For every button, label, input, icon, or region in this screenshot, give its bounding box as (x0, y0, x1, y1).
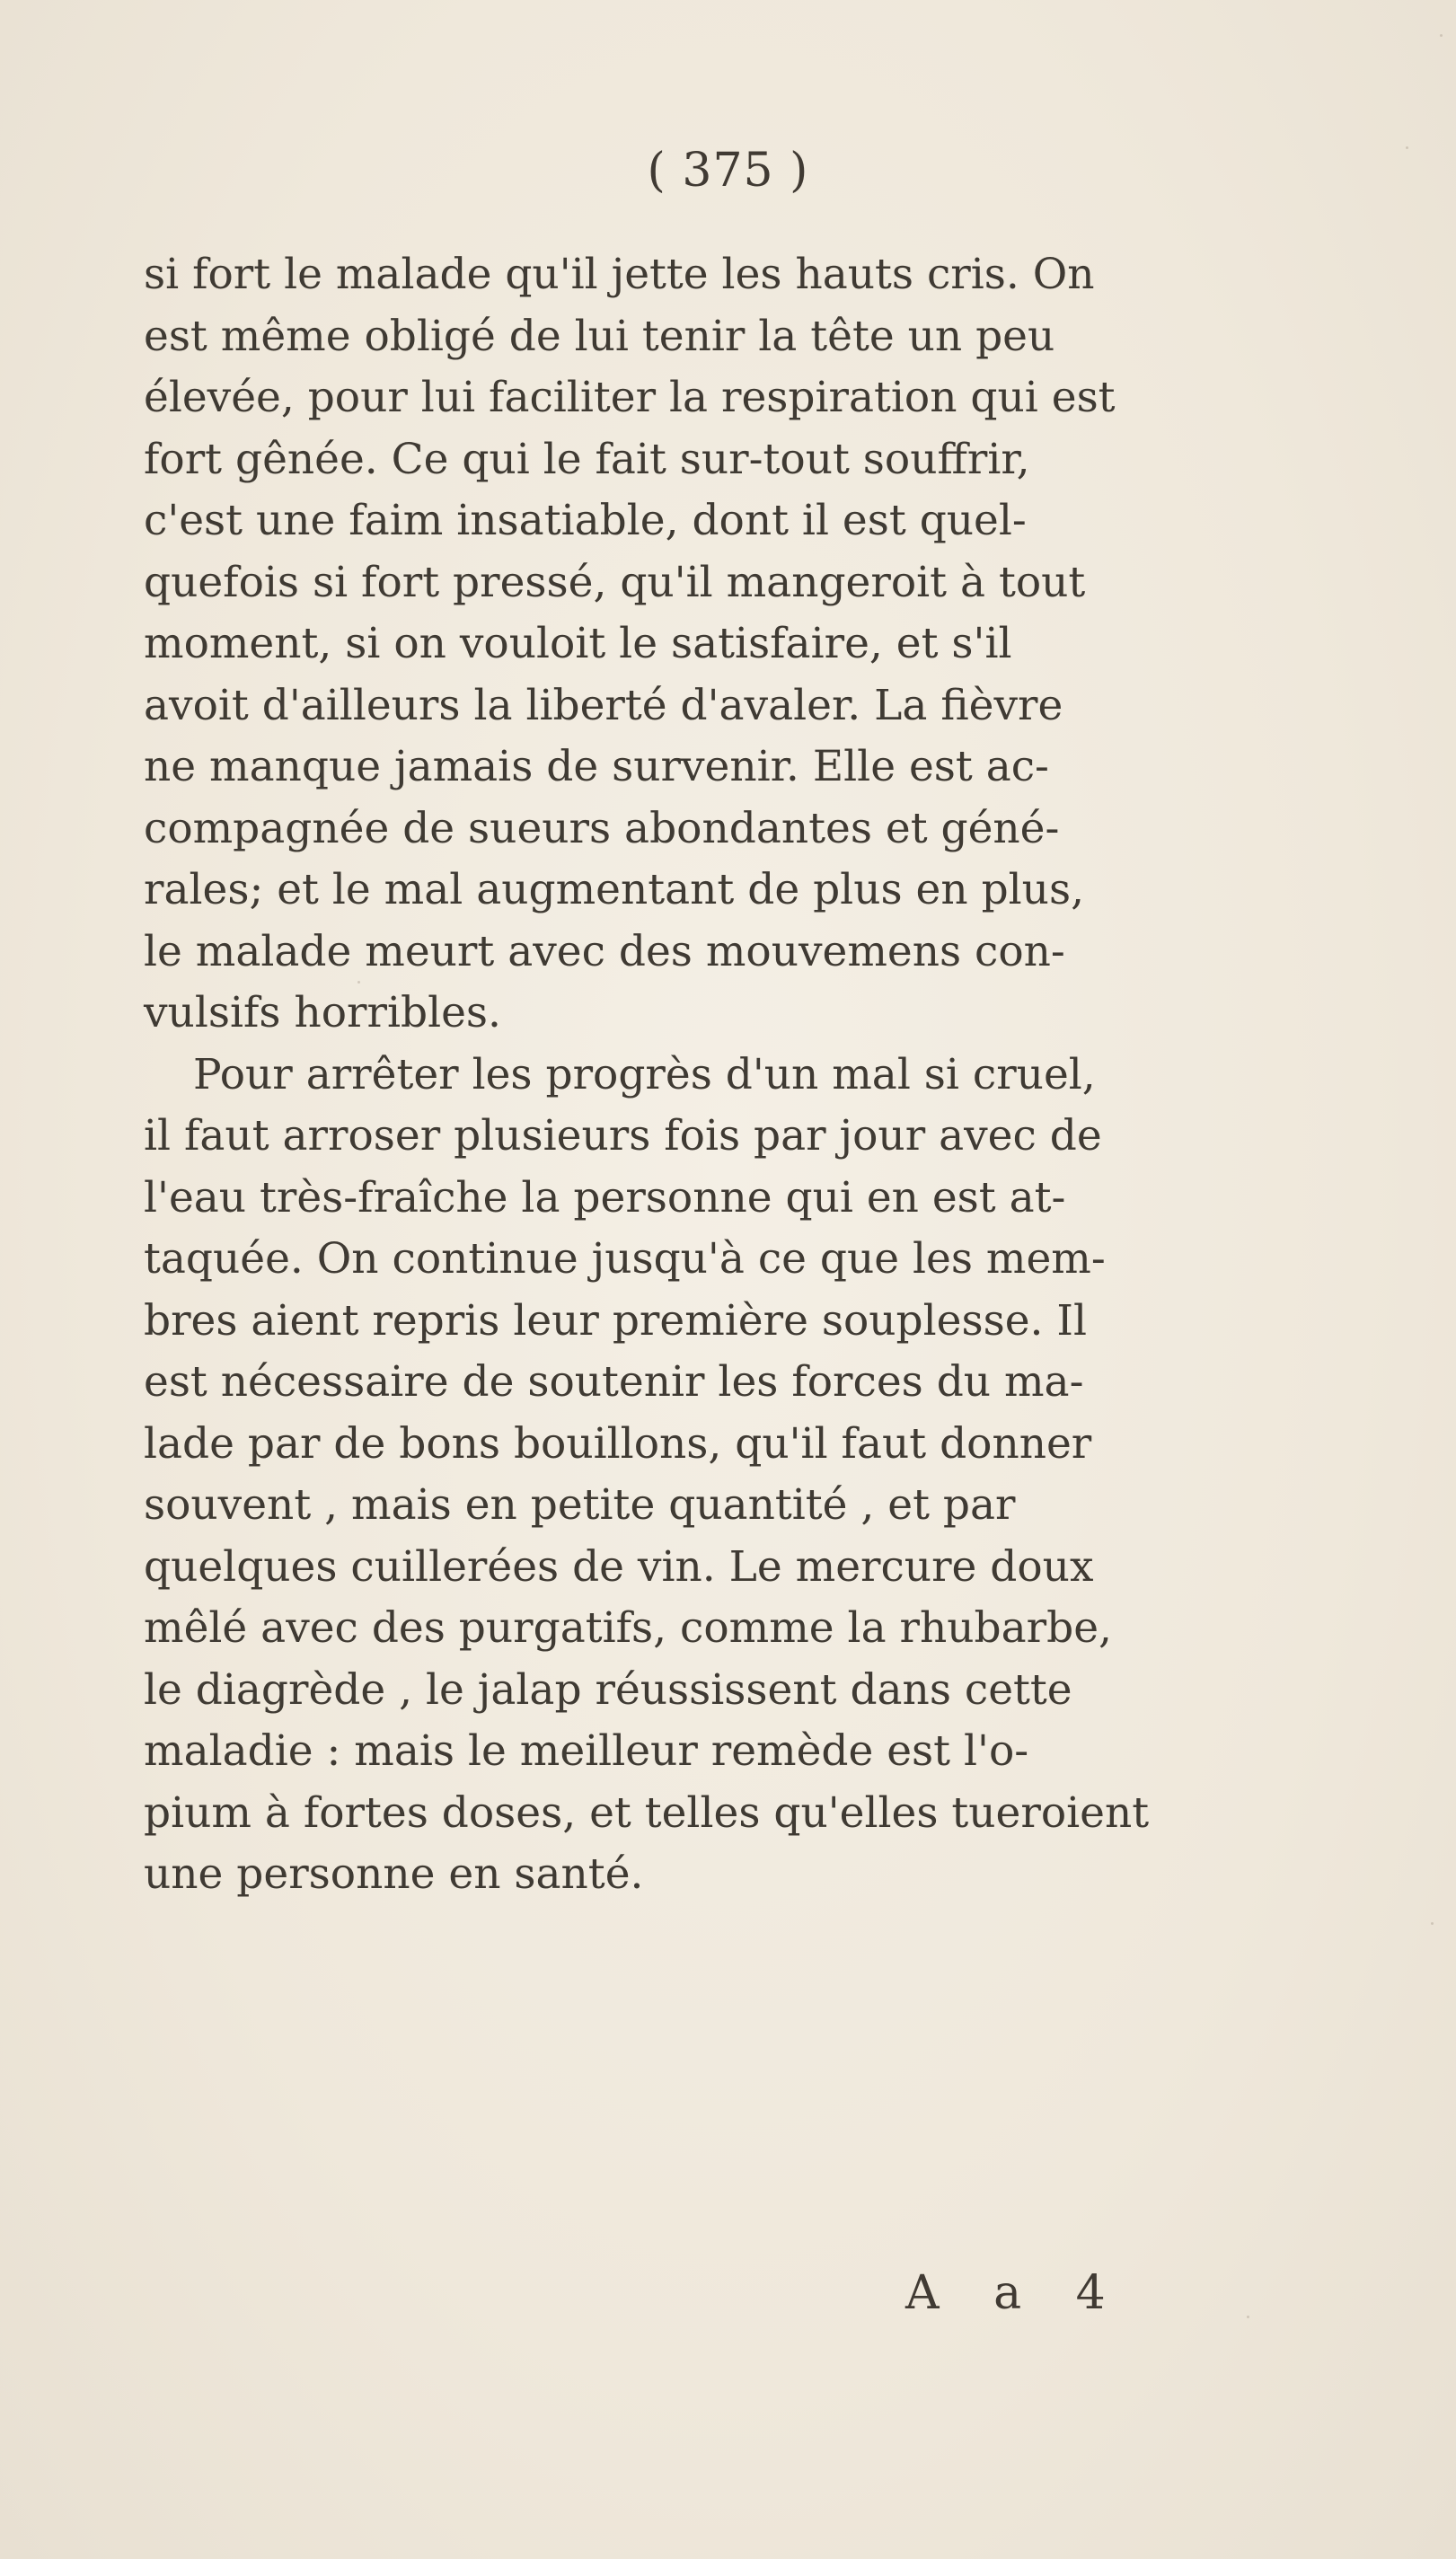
text-line: vulsifs horribles. (144, 988, 501, 1037)
body-text (144, 244, 1249, 1906)
text-line: si fort le malade qu'il jette les hauts cris. On (144, 250, 1095, 299)
text-line: souvent , mais en petite quantité , et par (144, 1480, 1016, 1530)
paper-speck (357, 981, 360, 984)
text-line: il faut arroser plusieurs fois par jour avec de (144, 1111, 1102, 1160)
text-line: lade par de bons bouillons, qu'il faut donner (144, 1418, 1092, 1469)
text-line: fort gênée. Ce qui le fait sur-tout souffrir, (144, 434, 1030, 484)
paper-speck (1440, 34, 1443, 37)
text-line: taquée. On continue jusqu'à ce que les mem- (144, 1234, 1106, 1284)
text-line: l'eau très-fraîche la personne qui en est at- (144, 1172, 1066, 1222)
text-line: moment, si on vouloit le satisfaire, et s'il (144, 619, 1012, 668)
text-line: est nécessaire de soutenir les forces du ma- (144, 1357, 1084, 1407)
text-line: compagnée de sueurs abondantes et géné- (144, 803, 1060, 853)
text-line: ne manque jamais de survenir. Elle est ac- (144, 742, 1049, 791)
text-line: quelques cuillerées de vin. Le mercure doux (144, 1541, 1094, 1592)
text-line: une personne en santé. (144, 1849, 644, 1899)
paragraph (144, 244, 1249, 1045)
text-line: quefois si fort pressé, qu'il mangeroit à tout (144, 557, 1086, 607)
text-line: le malade meurt avec des mouvemens con- (144, 926, 1065, 976)
text-line: Pour arrêter les progrès d'un mal si cruel, (193, 1049, 1096, 1099)
paper-speck (1406, 146, 1408, 149)
signature-mark: A a 4 (905, 2266, 1125, 2320)
paper-speck (1431, 1922, 1434, 1925)
text-line: mêlé avec des purgatifs, comme la rhubarbe, (144, 1603, 1112, 1653)
text-line: pium à fortes doses, et telles qu'elles tueroient (144, 1787, 1150, 1838)
text-line: c'est une faim insatiable, dont il est quel- (144, 496, 1027, 545)
paper-speck (1247, 2316, 1249, 2318)
text-line: rales; et le mal augmentant de plus en plus, (144, 865, 1085, 914)
page-number-header: ( 375 ) (647, 144, 809, 198)
text-line: est même obligé de lui tenir la tête un peu (144, 311, 1055, 361)
paragraph (144, 1045, 1249, 1906)
text-line: élevée, pour lui faciliter la respiration qui est (144, 373, 1116, 422)
text-line: avoit d'ailleurs la liberté d'avaler. La fièvre (144, 680, 1063, 730)
text-line: bres aient repris leur première souplesse. Il (144, 1295, 1087, 1346)
text-line: maladie : mais le meilleur remède est l'o- (144, 1726, 1029, 1776)
text-line: le diagrède , le jalap réussissent dans cette (144, 1664, 1072, 1715)
